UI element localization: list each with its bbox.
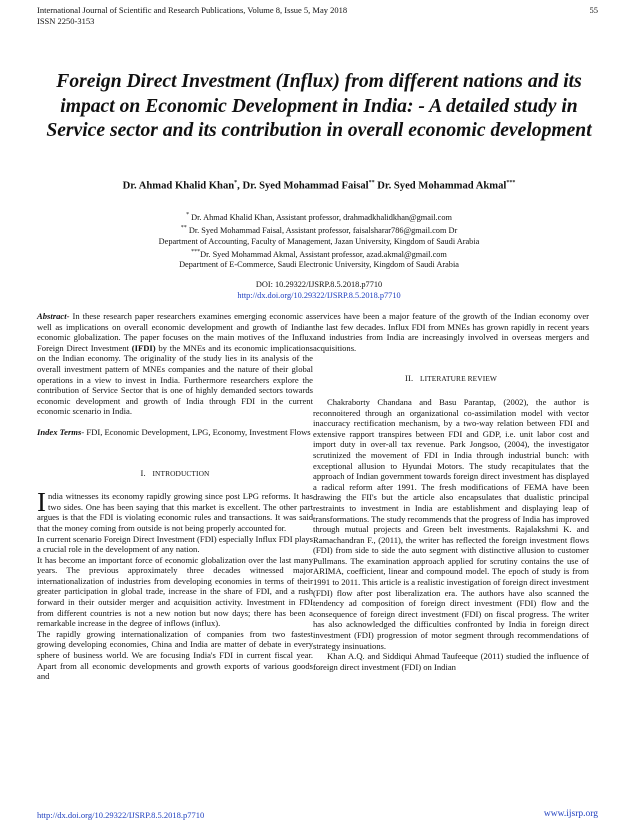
- issn: ISSN 2250-3153: [37, 16, 95, 26]
- author-list: [20, 180, 618, 192]
- journal-name: International Journal of Scientific and Research Publications, Volume 8, Issue 5, May 2018: [37, 5, 348, 15]
- affiliation-5: Department of E-Commerce, Saudi Electronic University, Kingdom of Saudi Arabia: [179, 260, 459, 270]
- literature-paragraph-1: Chakraborty Chandana and Basu Parantap, (2002), the author is reconnoitered through an organizational co-assimilation model with vector inaccuracy rectification mechanism, by a two-way relation between FDI and extensive rapport transpires between FDI and GDP, i.e. unit labor cost and import duty in over-all tax revenue. Park Jongsoo, (2004), the investigator scrutinized the movement of FDI in India through industrial bunch: with exceptional allusion to Hyundai Motors. The study recapitulates that the approach of Indian government towards foreign direct investment has displayed a radical reform after 1991. The fresh modifications of FEMA have been drawing the FII's but the article also encapsulates that dualistic principal restraints to investment in India are establishment and displaying leap of transformations. The study recommends that the progress of India has improved through mutual projects and Green belt investments. Rajalakshmi K. and Ramachandran F., (2011), the writer has reflected the foreign investment flows (FDI) from side to side the auto segment with distinctive allusion to customer Pullmans. The examination approach applied for scrutiny contains the use of ARIMA, coefficient, linear and compound model. The epoch of study is from 1991 to 2011. This article is a realistic investigation of foreign direct investment (FDI) flow after post liberalization era. The authors have also scanned the tendency ad composition of foreign direct investment (FDI) flow and the consequence of foreign direct investment (FDI) on fiscal progress. The writer has also acknowledged the difficulties confronted by India in foreign direct investment (FDI) progression of motor segment through recommendations of strategy insinuations.: [313, 396, 589, 651]
- intro-paragraph-4: The rapidly growing internationalization of companies from two fastest growing developing economies, China and India are matter of debate in every sphere of business world. We are focusing India's FDI in current fiscal year. Apart from all economic developments and growth exports of various goods and: [37, 628, 313, 682]
- author-3-mark: ***: [506, 180, 516, 186]
- affiliation-4: ***Dr. Syed Mohammad Akmal, Assistant professor, azad.akmal@gmail.com: [191, 248, 447, 259]
- index-terms-label: Index Terms-: [37, 426, 85, 437]
- right-column: [313, 311, 589, 672]
- abstract-label: Abstract-: [37, 311, 70, 321]
- section-heading-literature-review: II. LITERATURE REVIEW: [405, 373, 497, 384]
- ifdi-term: (IFDI): [131, 342, 156, 353]
- affiliation-1: * Dr. Ahmad Khalid Khan, Assistant professor, drahmadkhalidkhan@gmail.com: [186, 212, 452, 222]
- author-1-mark: *: [234, 180, 238, 186]
- author-2: , Dr. Syed Mohammad Faisal: [237, 180, 369, 192]
- author-2-mark: **: [368, 180, 375, 186]
- abstract: Abstract- In these research paper researchers examines emerging economic as well as implications on overall economic development and growth of Indian economic globalization. The paper focuses on the main motives of the Influx Foreign Direct Investment (IFDI) by the MNEs and its economic implications on the Indian economy. The originality of the study lies in its analysis of the overall investment pattern of MNEs companies and the nature of their global operations in a view to invest in India. Furthermore researchers explore the contribution of Service Sector that is one of highly demanded sectors towards economic development and growth of India through FDI in the current economic scenario in India.: [37, 311, 313, 417]
- footer-doi-link[interactable]: http://dx.doi.org/10.29322/IJSRP.8.5.2018.p7710: [37, 810, 205, 820]
- left-column: [37, 311, 313, 682]
- author-1: Dr. Ahmad Khalid Khan: [122, 180, 235, 192]
- intro-paragraph-2: In current scenario Foreign Direct Investment (FDI) especially Influx FDI plays a crucial role in the development of any nation.: [37, 533, 313, 555]
- affiliation-2: ** Dr. Syed Mohammad Faisal, Assistant professor, faisalsharar786@gmail.com Dr: [180, 224, 458, 235]
- running-header: [37, 5, 347, 27]
- doi-text: DOI: 10.29322/IJSRP.8.5.2018.p7710: [255, 280, 383, 289]
- doi-block: [20, 280, 618, 301]
- intro-continuation: services have been a major feature of the growth of the Indian economy over the last few decades. Influx FDI from MNEs has grown rapidly in recent years and industries from India are increasingly involved in overseas mergers and acquisitions.: [313, 311, 589, 353]
- intro-paragraph-3: It has become an important force of economic globalization over the last many years. The previous approximately three decades witnessed major internationalization of industries from developing economies in terms of their greater participation in global trade, increase in the share of FDI, and a rush forward in their outsider merger and acquisition activity. Investment in FDI from different countries is not a new notion but now days; there has been a remarkable increase in the degree of inflows (influx).: [37, 554, 313, 629]
- page-number: 55: [589, 5, 598, 15]
- affiliation-3: Department of Accounting, Faculty of Management, Jazan University, Kingdom of Saudi Arabia: [158, 236, 480, 246]
- drop-cap: I: [37, 487, 46, 518]
- section-heading-introduction: I. INTRODUCTION: [140, 467, 210, 478]
- affiliations: [20, 210, 618, 270]
- author-3: Dr. Syed Mohammad Akmal: [374, 180, 507, 192]
- doi-link[interactable]: http://dx.doi.org/10.29322/IJSRP.8.5.2018.p7710: [237, 290, 401, 300]
- intro-paragraph-1: India witnesses its economy rapidly growing since post LPG reforms. It has two sides. One has been saying that this market is excellent. The other part argues is that the FDI is violating economic rules and transactions. It was said that the money coming from outside is not being properly accounted for.: [37, 487, 313, 533]
- footer-site-link[interactable]: www.ijsrp.org: [543, 809, 598, 819]
- paper-title: Foreign Direct Investment (Influx) from different nations and its impact on Economic Development in India: - A detailed study in Service sector and its contribution in overall economic development: [46, 71, 592, 141]
- literature-paragraph-2: Khan A.Q. and Siddiqui Ahmad Taufeeque (2011) studied the influence of foreign direct investment (FDI) on Indian: [313, 651, 589, 672]
- index-terms: Index Terms- FDI, Economic Development, LPG, Economy, Investment Flows: [37, 426, 311, 437]
